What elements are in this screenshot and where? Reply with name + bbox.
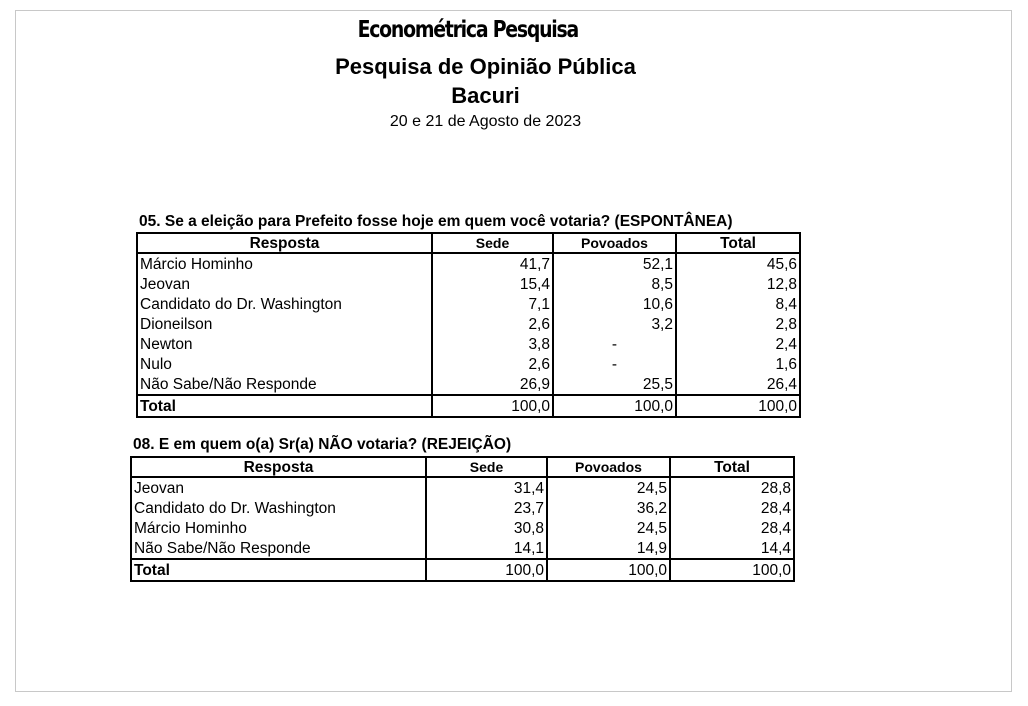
table-row [131,538,794,559]
table-header-row [131,457,794,477]
cell-total: 14,4 [670,538,794,559]
cell-sede: 100,0 [432,395,553,417]
cell-resposta: Márcio Hominho [131,518,426,538]
cell-resposta: Jeovan [131,477,426,498]
column-header-sede: Sede [426,457,547,477]
cell-povoados: 10,6 [553,294,676,314]
question-05-heading: 05. Se a eleição para Prefeito fosse hoje em quem você votaria? (ESPONTÂNEA) [139,213,733,230]
cell-resposta: Candidato do Dr. Washington [131,498,426,518]
cell-total: 100,0 [676,395,800,417]
column-header-total: Total [676,233,800,253]
cell-sede: 23,7 [426,498,547,518]
question-08-table [130,456,795,582]
table-row [137,314,800,334]
cell-povoados: 24,5 [547,518,670,538]
cell-sede: 26,9 [432,374,553,395]
cell-total: 100,0 [670,559,794,581]
column-header-total: Total [670,457,794,477]
cell-sede: 31,4 [426,477,547,498]
column-header-sede: Sede [432,233,553,253]
cell-resposta: Não Sabe/Não Responde [137,374,432,395]
cell-total: 12,8 [676,274,800,294]
cell-resposta: Newton [137,334,432,354]
cell-total: 45,6 [676,253,800,274]
cell-total: 2,4 [676,334,800,354]
cell-povoados: 24,5 [547,477,670,498]
table-row [131,498,794,518]
table-row [137,294,800,314]
brand-logo-text: Econométrica Pesquisa [357,17,579,43]
cell-resposta: Total [131,559,426,581]
cell-sede: 41,7 [432,253,553,274]
cell-total: 2,8 [676,314,800,334]
cell-sede: 100,0 [426,559,547,581]
cell-povoados: 36,2 [547,498,670,518]
table-header-row [137,233,800,253]
cell-povoados: - [553,354,676,374]
table-row [137,374,800,395]
cell-sede: 30,8 [426,518,547,538]
cell-sede: 15,4 [432,274,553,294]
table-row [137,334,800,354]
page-title: Pesquisa de Opinião Pública [335,54,636,79]
cell-povoados: 25,5 [553,374,676,395]
cell-resposta: Candidato do Dr. Washington [137,294,432,314]
table-row [137,253,800,274]
cell-sede: 2,6 [432,354,553,374]
cell-povoados: 52,1 [553,253,676,274]
column-header-povoados: Povoados [547,457,670,477]
question-08-heading: 08. E em quem o(a) Sr(a) NÃO votaria? (REJEIÇÃO) [133,436,512,453]
cell-sede: 14,1 [426,538,547,559]
table-total-row [137,395,800,417]
cell-resposta: Total [137,395,432,417]
cell-povoados: 14,9 [547,538,670,559]
survey-date: 20 e 21 de Agosto de 2023 [389,113,582,130]
cell-resposta: Nulo [137,354,432,374]
cell-total: 26,4 [676,374,800,395]
column-header-resposta: Resposta [137,233,432,253]
cell-povoados: - [553,334,676,354]
cell-resposta: Márcio Hominho [137,253,432,274]
cell-total: 28,8 [670,477,794,498]
table-row [131,518,794,538]
table-row [131,477,794,498]
table-row [137,354,800,374]
cell-resposta: Dioneilson [137,314,432,334]
cell-resposta: Não Sabe/Não Responde [131,538,426,559]
table-total-row [131,559,794,581]
cell-resposta: Jeovan [137,274,432,294]
cell-total: 28,4 [670,498,794,518]
question-05-table [136,232,801,418]
column-header-resposta: Resposta [131,457,426,477]
cell-povoados: 8,5 [553,274,676,294]
cell-sede: 7,1 [432,294,553,314]
cell-total: 1,6 [676,354,800,374]
cell-povoados: 100,0 [547,559,670,581]
column-header-povoados: Povoados [553,233,676,253]
cell-povoados: 3,2 [553,314,676,334]
cell-sede: 2,6 [432,314,553,334]
page-subtitle: Bacuri [451,83,520,108]
cell-total: 28,4 [670,518,794,538]
table-row [137,274,800,294]
cell-total: 8,4 [676,294,800,314]
cell-povoados: 100,0 [553,395,676,417]
cell-sede: 3,8 [432,334,553,354]
